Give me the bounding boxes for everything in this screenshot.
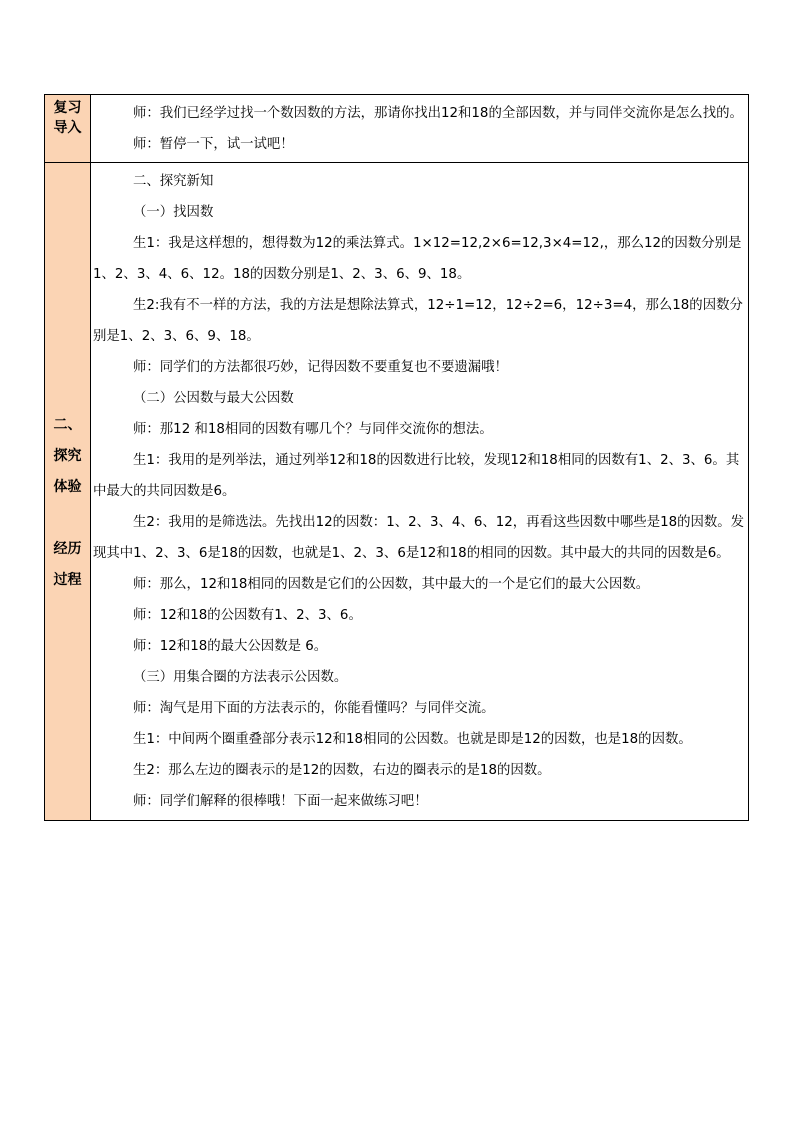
paragraph: 师：同学们解释的很棒哦！下面一起来做练习吧！: [133, 794, 428, 809]
explore-label-line: 体验: [53, 479, 82, 495]
paragraph: 生2：那么左边的圈表示的是12的因数，右边的圈表示的是18的因数。: [133, 763, 551, 778]
review-label-line: 复习: [53, 100, 82, 116]
paragraph: 生2：我用的是筛选法。先找出12的因数：1、2、3、4、6、12，再看这些因数中哪些是18的因数。发现其中1、2、3、6是18的因数，也就是1、2、3、6是12和18的相同的因数。其中最大的共同的因数是6。: [93, 515, 745, 561]
review-content-cell: [91, 95, 748, 162]
paragraph: 师：同学们的方法都很巧妙，记得因数不要重复也不要遗漏哦！: [133, 360, 508, 375]
explore-content-cell: [91, 163, 748, 820]
paragraph: 生2:我有不一样的方法，我的方法是想除法算式，12÷1=12，12÷2=6，12÷3=4，那么18的因数分别是1、2、3、6、9、18。: [93, 298, 743, 344]
paragraph: 师：12和18的公因数有1、2、3、6。: [133, 608, 362, 623]
paragraph: 师：那12 和18相同的因数有哪几个？与同伴交流你的想法。: [133, 422, 493, 437]
paragraph: 师：我们已经学过找一个数因数的方法，那请你找出12和18的全部因数，并与同伴交流你是怎么找的。: [133, 106, 743, 121]
lesson-plan-table: [44, 94, 749, 821]
explore-label-line: 过程: [53, 572, 82, 588]
subsection-heading: （一）找因数: [133, 205, 214, 220]
paragraph: 师：暂停一下，试一试吧！: [133, 137, 294, 152]
explore-label-line: 二、: [53, 417, 82, 433]
explore-label-line: 经历: [53, 541, 82, 557]
paragraph: 生1：我是这样想的，想得数为12的乘法算式。1×12=12,2×6=12,3×4=12,，那么12的因数分别是1、2、3、4、6、12。18的因数分别是1、2、3、6、9、18。: [93, 236, 742, 282]
section-heading: 二、探究新知: [133, 174, 214, 189]
explore-label-line: 探究: [53, 448, 82, 464]
explore-label-cell: [45, 163, 91, 820]
explore-row: [45, 163, 748, 820]
subsection-heading: （三）用集合圈的方法表示公因数。: [133, 670, 348, 685]
paragraph: 生1：我用的是列举法，通过列举12和18的因数进行比较，发现12和18相同的因数有1、2、3、6。其中最大的共同因数是6。: [93, 453, 740, 499]
review-label-line: 导入: [53, 120, 82, 136]
subsection-heading: （二）公因数与最大公因数: [133, 391, 294, 406]
paragraph: 师：那么，12和18相同的因数是它们的公因数，其中最大的一个是它们的最大公因数。: [133, 577, 650, 592]
paragraph: 师：淘气是用下面的方法表示的，你能看懂吗？与同伴交流。: [133, 701, 495, 716]
paragraph: 师：12和18的最大公因数是 6。: [133, 639, 328, 654]
paragraph: 生1：中间两个圈重叠部分表示12和18相同的公因数。也就是即是12的因数，也是18的因数。: [133, 732, 692, 747]
review-label-cell: [45, 95, 91, 162]
review-row: [45, 95, 748, 163]
